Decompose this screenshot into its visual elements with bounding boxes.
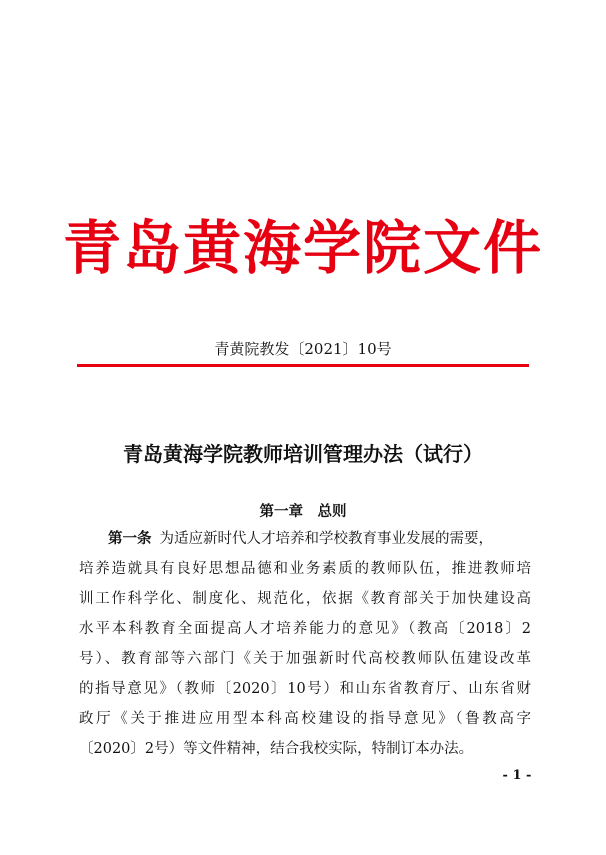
article-line: 水平本科教育全面提高人才培养能力的意见》（教高〔2018〕2 (79, 621, 531, 637)
article-first-line (108, 528, 538, 550)
article-line: 训工作科学化、制度化、规范化，依据《教育部关于加快建设高 (79, 591, 531, 607)
article-line: 政厅《关于推进应用型本科高校建设的指导意见》（鲁教高字 (79, 711, 531, 727)
article-line: 培养造就具有良好思想品德和业务素质的教师队伍，推进教师培 (79, 561, 531, 577)
red-divider-line (77, 364, 529, 367)
document-number: 青黄院教发〔2021〕10号 (214, 340, 392, 358)
issuer-header-title: 青岛黄海学院文件 (62, 214, 543, 282)
article-line: 〔2020〕2号）等文件精神，结合我校实际，特制订本办法。 (79, 741, 474, 757)
article-label: 第一条 (108, 531, 152, 547)
page-number: - 1 - (502, 768, 532, 783)
article-line: 号）、教育部等六部门《关于加强新时代高校教师队伍建设改革 (79, 651, 531, 667)
chapter-heading: 第一章 总则 (259, 504, 347, 520)
document-title: 青岛黄海学院教师培训管理办法（试行） (123, 442, 483, 466)
article-line-text: 为适应新时代人才培养和学校教育事业发展的需要， (159, 531, 493, 547)
article-line: 的指导意见》（教师〔2020〕10号）和山东省教育厅、山东省财 (79, 681, 531, 697)
